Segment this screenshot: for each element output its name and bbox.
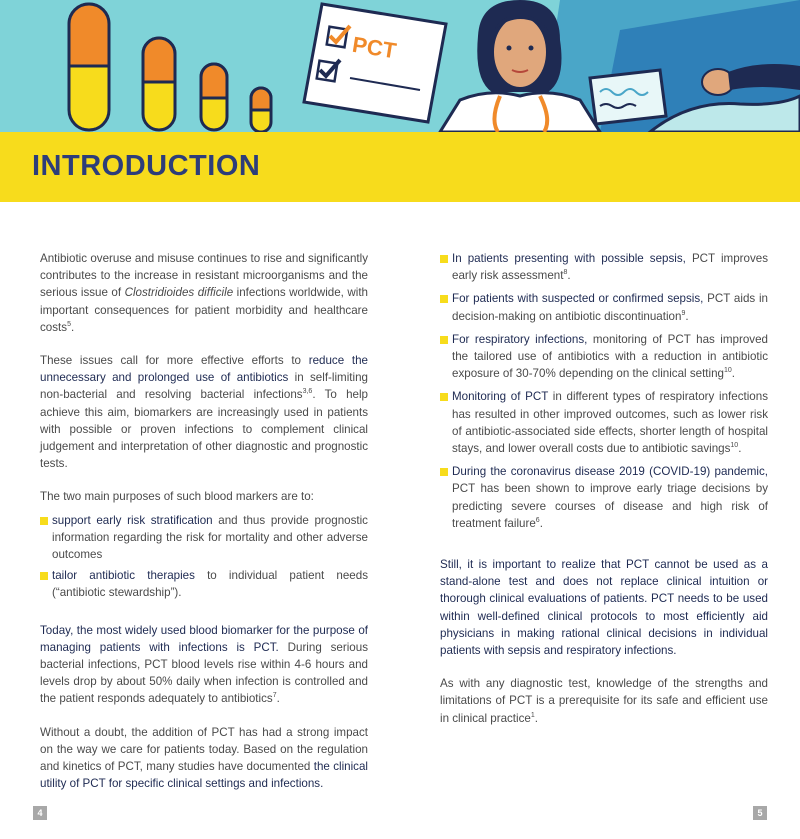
list-item: tailor antibiotic therapies to individual patient needs (“antibiotic stewardship”). [40, 567, 368, 601]
list-item: In patients presenting with possible sepsis, PCT improves early risk assessment$^8$. [440, 250, 768, 284]
paragraph: As with any diagnostic test, knowledge of the strengths and limitations of PCT is a prerequisite for its safe and efficient use in clinical practice$^1$. [440, 677, 768, 725]
bullet-square-icon [440, 255, 448, 263]
paragraph: Without a doubt, the addition of PCT has had a strong impact on the way we care for patients today. Based on the regulation and kinetics of PCT, many studies have documented the clinical utility of PCT for specific clinical settings and infections. [40, 725, 368, 791]
monitor-illustration [590, 70, 666, 124]
page-number-right: 5 [753, 806, 767, 820]
list-item: For respiratory infections, monitoring of PCT has improved the tailored use of antibiotics with a reduction in antibiotic exposure of 30-70% depending on the clinical setting$^{10}$. [440, 331, 768, 383]
page-title: INTRODUCTION [32, 150, 261, 182]
list-item: Monitoring of PCT in different types of respiratory infections has resulted in other improved outcomes, such as lower risk of antibiotic-associated side effects, shorter length of hospital stays, and lower overall costs due to antibiotic savings$^{10}$. [440, 388, 768, 457]
left-column [40, 250, 368, 808]
pill-icon [143, 38, 175, 130]
paragraph: The two main purposes of such blood markers are to: [40, 490, 314, 504]
pill-icon [69, 4, 109, 130]
bullet-square-icon [440, 468, 448, 476]
section-banner [0, 132, 800, 202]
bullet-square-icon [40, 517, 48, 525]
right-column [440, 250, 768, 743]
paragraph: Still, it is important to realize that PCT cannot be used as a stand-alone test and does not replace clinical intuition or thorough clinical evaluations of patients. PCT needs to be used within well-defined clinical protocols to most efficiently aid physicians in making rational clinical decisions in individual patients with sepsis and respiratory infections. [440, 558, 768, 658]
bullet-square-icon [440, 336, 448, 344]
bullet-square-icon [440, 295, 448, 303]
hero-illustration [0, 0, 800, 132]
paragraph: These issues call for more effective efforts to reduce the unnecessary and prolonged use of antibiotics in self-limiting non-bacterial and resolving bacterial infections$^{3,6}$. To help achieve this aim, biomarkers are increasingly used in patients with possible or proven infections to complement clinical judgement and interpretation of other diagnostic and prognostic tests. [40, 354, 368, 471]
svg-text:PCT: PCT [350, 31, 398, 64]
hero-art [0, 0, 800, 132]
bullet-square-icon [440, 393, 448, 401]
checklist-form-icon [304, 4, 446, 122]
paragraph: Antibiotic overuse and misuse continues to rise and significantly contributes to the increase in resistant microorganisms and the serious issue of Clostridioides difficile infections worldwide, with important consequences for patient morbidity and healthcare costs$^5$. [40, 252, 369, 334]
list-item: For patients with suspected or confirmed sepsis, PCT aids in decision-making on antibiotic discontinuation$^9$. [440, 290, 768, 324]
pill-icon [251, 88, 271, 132]
list-item: During the coronavirus disease 2019 (COVID-19) pandemic, PCT has been shown to improve early triage decisions by predicting severe courses of disease and high risk of treatment failure$^6$. [440, 463, 768, 532]
paragraph: Today, the most widely used blood biomarker for the purpose of managing patients with infections is PCT. During serious bacterial infections, PCT blood levels rise within 4-6 hours and levels drop by about 50% daily when infection is controlled and the patient responds adequately to antibiotics$^7$. [40, 623, 368, 706]
bullet-square-icon [40, 572, 48, 580]
page-number-left: 4 [33, 806, 47, 820]
pill-icon [201, 64, 227, 130]
list-item: support early risk stratification and thus provide prognostic information regarding the risk for mortality and other adverse outcomes [40, 512, 368, 564]
